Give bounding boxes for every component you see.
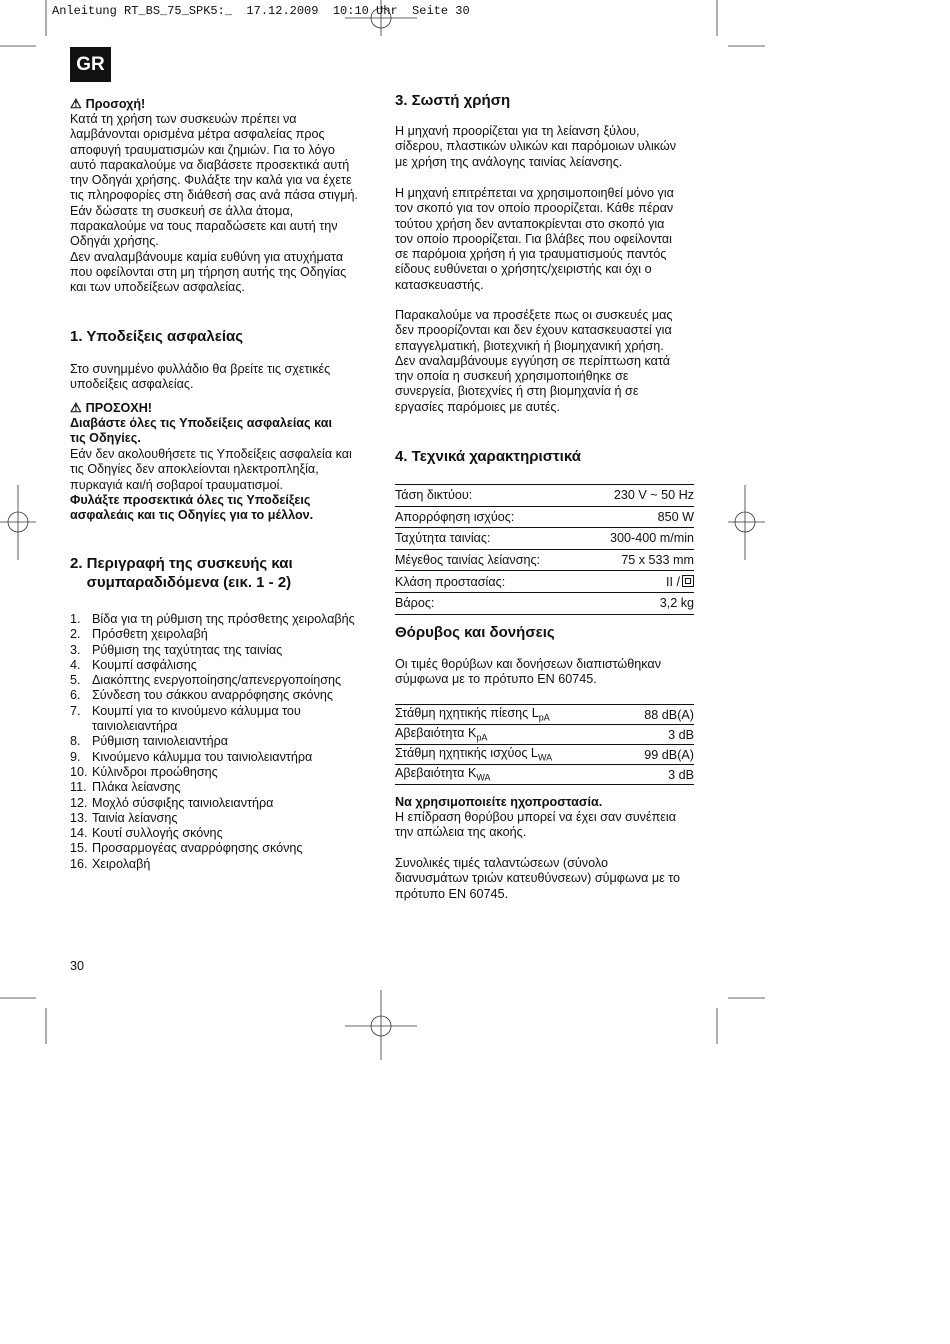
section3-p3: Παρακαλούμε να προσέξετε πως οι συσκευές μας δεν προορίζονται και δεν έχουν κατασκευαστεί για επαγγελματική, βιοτεχνική ή βιομηχανική χρήση. Δεν αναλαμβάνουμε εγγύηση σε περίπτωση κατά την οποία η συσκευή χρησιμοποιήθηκε σε συνεργεία, βιοτεχνίες ή στη βιομηχανία ή σε εργασίες παρόμοιες με αυτές.	[395, 308, 673, 414]
hearing-protection-note: Να χρησιμοποιείτε ηχοπροστασία.	[395, 795, 603, 809]
item-text: Βίδα για τη ρύθμιση της πρόσθετης χειρολαβής	[92, 612, 355, 626]
item-text: Κινούμενο κάλυμμα του ταινιολειαντήρα	[92, 749, 313, 764]
list-item	[70, 841, 380, 856]
section2-title: 2. Περιγραφή της συσκευής και συμπαραδιδόμενα (εικ. 1 - 2)	[70, 555, 293, 591]
item-text: Κουμπί για το κινούμενο κάλυμμα του ταινιολειαντήρα	[92, 703, 301, 734]
warning-bold: Διαβάστε όλες τις Υποδείξεις ασφαλείας και τις Οδηγίες.	[70, 416, 332, 446]
item-text: Διακόπτης ενεργοποίησης/απενεργοποίησης	[92, 673, 342, 688]
page-number: 30	[70, 959, 85, 973]
list-item	[70, 796, 380, 811]
spec-value	[584, 485, 694, 507]
table-row	[395, 571, 694, 593]
warning-title: ΠΡΟΣΟΧΗ!	[85, 401, 152, 415]
noise-value: 3 dB	[622, 765, 694, 785]
list-item	[70, 734, 380, 749]
noise-value: 99 dB(A)	[622, 745, 694, 765]
item-text: Ταινία λείανσης	[92, 810, 178, 825]
warning-heading	[70, 400, 152, 416]
item-text: Κουτί συλλογής σκόνης	[92, 826, 223, 841]
spec-value	[584, 549, 694, 571]
table-row	[395, 549, 694, 571]
noise-label-subscript: WA	[476, 772, 491, 783]
item-number: 9.	[70, 749, 81, 764]
noise-label-text: Στάθμη ηχητικής πίεσης L	[395, 706, 539, 721]
item-number: 3.	[70, 642, 81, 657]
spec-value	[584, 592, 694, 614]
section3-p2: Η μηχανή επιτρέπεται να χρησιμοποιηθεί μόνο για τον σκοπό για τον οποίο προορίζεται. Κάθε πέραν τούτου χρήση δεν ανταποκρίενται στο σκοπό για τον οποίο προορίζεται. Για βλάβες που οφείλονται σε παρόμοια χρήση ή για τραυματισμούς παντός είδους ευθύνεται ο χρήσητς/χειριστής και όχι ο κατασκευαστής.	[395, 186, 674, 292]
section4-title: 4. Τεχνικά χαρακτηριστικά	[395, 448, 581, 465]
spec-label: Μέγεθος ταινίας λείανσης:	[395, 549, 584, 571]
intro-title: Προσοχή!	[85, 97, 146, 111]
item-number: 2.	[70, 627, 81, 642]
table-row	[395, 592, 694, 614]
list-item	[70, 857, 380, 872]
language-badge: GR	[70, 47, 111, 82]
warning-icon: ⚠	[70, 400, 82, 415]
intro-text: Κατά τη χρήση των συσκευών πρέπει να λαμβάνονται ορισμένα μέτρα ασφαλείας προς αποφυγή τραυματισμών και ζημιών. Για το λόγο αυτό παρακαλούμε να διαβάσετε προσεκτικά αυτή την Οδηγάι χρήσης. Φυλάξτε την καλά για να έχετε τις πληροφορίες στη διάθεσή σας ανά πάσα στιγμή. Εάν δώσατε τη συσκευή σε άλλα άτομα, παρακαλούμε να τους παραδώσετε και αυτή την Οδηγάι χρήσης. Δεν αναλαμβάνουμε καμία ευθύνη για ατυχήματα που οφείλονται στη μη τήρηση αυτής της Οδηγίας και των υποδείξεων ασφαλείας.	[70, 112, 358, 295]
parts-list	[70, 612, 380, 872]
spec-value-text: 850 W	[657, 509, 694, 524]
protection-class-icon	[682, 575, 694, 587]
spec-value	[584, 571, 694, 593]
noise-label-subscript: WA	[537, 752, 553, 763]
item-text: Χειρολαβή	[92, 856, 151, 871]
item-number: 11.	[70, 780, 87, 795]
item-number: 13.	[70, 810, 88, 825]
table-row	[395, 765, 694, 785]
item-number: 16.	[70, 856, 88, 871]
list-item	[70, 765, 380, 780]
noise-label	[395, 725, 622, 745]
item-text: Ρύθμιση ταινιολειαντήρα	[92, 734, 229, 749]
spec-table	[395, 484, 694, 615]
noise-value: 3 dB	[622, 725, 694, 745]
list-item	[70, 750, 380, 765]
noise-p1: Η επίδραση θορύβου μπορεί να έχει σαν συνέπεια την απώλεια της ακοής.	[395, 810, 676, 840]
spec-value-text: 75 x 533 mm	[621, 553, 694, 568]
item-text: Ρύθμιση της ταχύτητας της ταινίας	[92, 642, 283, 657]
spec-value	[584, 528, 694, 550]
spec-label: Κλάση προστασίας:	[395, 571, 584, 593]
spec-label: Βάρος:	[395, 592, 584, 614]
item-number: 10.	[70, 764, 88, 779]
warning-bold-2: Φυλάξτε προσεκτικά όλες τις Υποδείξεις ασφαλεάις και τις Οδηγίες για το μέλλον.	[70, 493, 314, 523]
spec-value-text: 300-400 m/min	[610, 531, 694, 546]
section1-title: 1. Υποδείξεις ασφαλείας	[70, 328, 244, 345]
list-item	[70, 612, 380, 627]
item-number: 14.	[70, 826, 88, 841]
section3-p1: Η μηχανή προορίζεται για τη λείανση ξύλου, σίδερου, πλαστικών υλικών και παρόμοιων υλικών με χρήση της ανάλογης ταινίας λείανσης.	[395, 124, 677, 169]
list-item	[70, 627, 380, 642]
section1-text: Στο συνημμένο φυλλάδιο θα βρείτε τις σχετικές υποδείξεις ασφαλείας.	[70, 362, 331, 392]
table-row	[395, 725, 694, 745]
table-row	[395, 528, 694, 550]
spec-label: Ταχύτητα ταινίας:	[395, 528, 584, 550]
table-row	[395, 745, 694, 765]
item-number: 8.	[70, 734, 81, 749]
item-number: 4.	[70, 657, 81, 672]
item-text: Μοχλό σύσφιξης ταινιολειαντήρα	[92, 795, 274, 810]
item-text: Προσαρμογέας αναρρόφησης σκόνης	[92, 841, 303, 856]
list-item	[70, 688, 380, 703]
list-item	[70, 780, 380, 795]
spec-value-text: 230 V ~ 50 Hz	[613, 488, 694, 503]
noise-value: 88 dB(A)	[622, 705, 694, 725]
spec-value	[584, 506, 694, 528]
list-item	[70, 673, 380, 688]
warning-icon: ⚠	[70, 96, 82, 111]
item-number: 12.	[70, 795, 88, 810]
item-text: Σύνδεση του σάκκου αναρρόφησης σκόνης	[92, 688, 333, 703]
item-number: 15.	[70, 841, 88, 856]
item-text: Κουμπί ασφάλισης	[92, 657, 197, 672]
list-item	[70, 811, 380, 826]
list-item	[70, 643, 380, 658]
noise-table	[395, 704, 694, 785]
noise-intro: Οι τιμές θορύβων και δονήσεων διαπιστώθηκαν σύμφωνα με το πρότυπο EN 60745.	[395, 657, 661, 687]
noise-label-text: Στάθμη ηχητικής ισχύος L	[395, 746, 538, 761]
item-text: Πλάκα λείανσης	[92, 780, 181, 795]
noise-label-text: Αβεβαιότητα K	[395, 726, 477, 741]
noise-label	[395, 705, 622, 725]
noise-label-subscript: pA	[476, 732, 488, 743]
intro-heading	[70, 96, 145, 112]
item-text: Πρόσθετη χειρολαβή	[92, 627, 208, 642]
noise-label-subscript: pA	[538, 712, 550, 723]
noise-title: Θόρυβος και δονήσεις	[395, 624, 555, 641]
spec-value-text: II /	[666, 574, 680, 589]
item-number: 5.	[70, 673, 81, 688]
list-item	[70, 704, 380, 735]
section3-title: 3. Σωστή χρήση	[395, 92, 511, 109]
noise-label	[395, 765, 622, 785]
spec-value-text: 3,2 kg	[659, 596, 694, 611]
warning-text: Εάν δεν ακολουθήσετε τις Υποδείξεις ασφαλεία και τις Οδηγίες δεν αποκλείονται ηλεκτροπληξία, πυρκαγιά και/ή σοβαροί τραυματισμοί.	[70, 447, 352, 492]
noise-p2: Συνολικές τιμές ταλαντώσεων (σύνολο διανυσμάτων τριών κατευθύνσεων) σύμφωνα με το πρότυπο EN 60745.	[395, 856, 681, 901]
list-item	[70, 658, 380, 673]
spec-label: Τάση δικτύου:	[395, 485, 584, 507]
noise-label-text: Αβεβαιότητα K	[395, 766, 477, 781]
item-number: 1.	[70, 612, 81, 626]
table-row	[395, 506, 694, 528]
print-slug: Anleitung RT_BS_75_SPK5:_ 17.12.2009 10:10 Uhr Seite 30	[52, 4, 470, 18]
item-number: 7.	[70, 703, 81, 718]
noise-label	[395, 745, 622, 765]
table-row	[395, 485, 694, 507]
spec-label: Απορρόφηση ισχύος:	[395, 506, 584, 528]
table-row	[395, 705, 694, 725]
list-item	[70, 826, 380, 841]
item-number: 6.	[70, 688, 81, 703]
item-text: Κύλινδροι προώθησης	[92, 764, 218, 779]
